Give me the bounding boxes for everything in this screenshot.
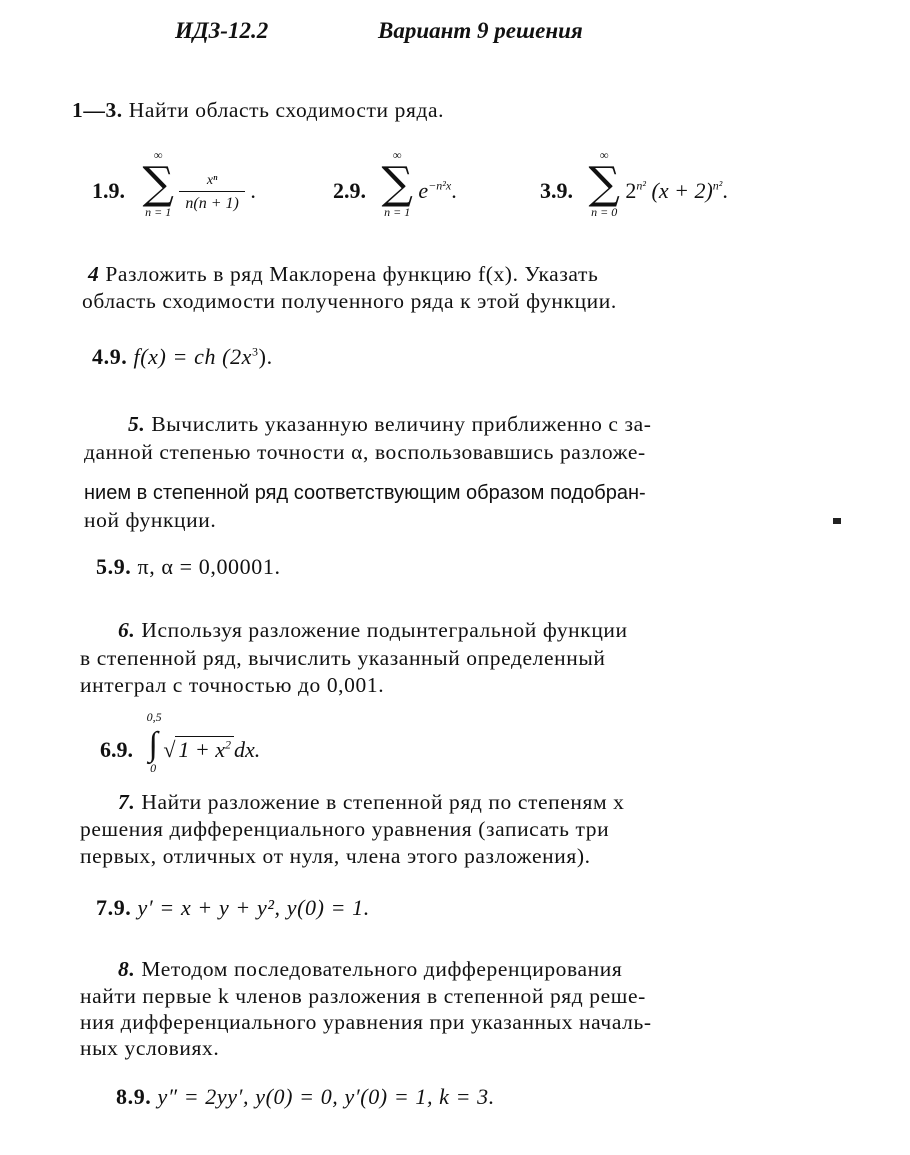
task1-3-heading bbox=[72, 98, 444, 123]
item-4-9-text: f(x) = ch (2x bbox=[133, 344, 253, 369]
task7-line3: первых, отличных от нуля, члена этого разложения). bbox=[80, 844, 591, 868]
exp-base: e bbox=[418, 178, 429, 203]
integral-icon: ∫ bbox=[148, 726, 158, 763]
task7-number: 7. bbox=[118, 790, 136, 814]
task5-line2: данной степенью точности α, воспользовавшись разложе- bbox=[84, 440, 646, 464]
task8-line1 bbox=[118, 957, 622, 982]
sqrt-body bbox=[175, 736, 234, 762]
task8-line4: ных условиях. bbox=[80, 1036, 220, 1060]
sum-1-9 bbox=[142, 148, 174, 219]
task8-number: 8. bbox=[118, 957, 136, 981]
task7-text: Найти разложение в степенной ряд по степеням x bbox=[141, 790, 625, 814]
sqrt-body-text: 1 + x bbox=[178, 737, 226, 762]
power-base: 2 bbox=[625, 178, 637, 203]
task5-line4: ной функции. bbox=[84, 508, 217, 532]
sum-upper-limit: ∞ bbox=[153, 148, 163, 162]
item-7-9 bbox=[96, 895, 370, 921]
formula-3-9 bbox=[540, 148, 728, 219]
sum-upper-limit: ∞ bbox=[392, 148, 402, 162]
power-exponent-2: n² bbox=[712, 178, 723, 193]
formula-1-9 bbox=[92, 148, 256, 219]
item-4-9-label: 4.9. bbox=[92, 344, 128, 369]
sigma-icon: ∑ bbox=[381, 158, 413, 209]
task4-number: 4 bbox=[88, 262, 100, 286]
formula-tail: . bbox=[451, 178, 457, 203]
sqrt-body-exp: 2 bbox=[225, 737, 232, 752]
item-8-9-text: y″ = 2yy′, y(0) = 0, y′(0) = 1, k = 3. bbox=[157, 1084, 495, 1109]
item-4-9-exp: 3 bbox=[252, 344, 259, 359]
power-exponent: n² bbox=[636, 178, 647, 193]
variant-title: Вариант 9 решения bbox=[378, 18, 583, 43]
item-6-9-label: 6.9. bbox=[100, 737, 133, 762]
fraction-1-9 bbox=[179, 173, 244, 213]
task1-3-number: 1—3. bbox=[72, 98, 123, 122]
item-4-9-tail: ). bbox=[258, 344, 273, 369]
fraction-denominator: n(n + 1) bbox=[179, 191, 244, 213]
item-1-9-label: 1.9. bbox=[92, 178, 125, 203]
task8-text: Методом последовательного дифференцирования bbox=[141, 957, 623, 981]
item-5-9-text: π, α = 0,00001. bbox=[137, 554, 281, 579]
formula-tail: . bbox=[722, 178, 728, 203]
integral-6-9 bbox=[146, 710, 162, 775]
item-5-9 bbox=[96, 554, 281, 580]
item-8-9-label: 8.9. bbox=[116, 1084, 152, 1109]
task4-line2: область сходимости полученного ряда к этой функции. bbox=[82, 289, 617, 313]
sum-lower-limit: n = 1 bbox=[384, 205, 411, 219]
integral-upper-limit: 0,5 bbox=[146, 710, 162, 724]
task5-text: Вычислить указанную величину приближенно с за- bbox=[151, 412, 652, 436]
task6-line3: интеграл с точностью до 0,001. bbox=[80, 673, 385, 697]
task8-line3: ния дифференциального уравнения при указанных началь- bbox=[80, 1010, 652, 1034]
task6-text: Используя разложение подынтегральной функции bbox=[141, 618, 628, 642]
item-3-9-label: 3.9. bbox=[540, 178, 573, 203]
item-7-9-text: y′ = x + y + y², y(0) = 1. bbox=[137, 895, 370, 920]
fraction-numerator: xⁿ bbox=[206, 172, 218, 188]
task6-number: 6. bbox=[118, 618, 136, 642]
task5-line1 bbox=[128, 412, 652, 437]
sigma-icon: ∑ bbox=[142, 158, 174, 209]
item-5-9-label: 5.9. bbox=[96, 554, 132, 579]
task8-line2: найти первые k членов разложения в степенной ряд реше- bbox=[80, 984, 646, 1008]
task5-line3-hyphen: - bbox=[639, 482, 646, 504]
sigma-icon: ∑ bbox=[588, 158, 620, 209]
integrand bbox=[163, 737, 260, 762]
item-2-9-label: 2.9. bbox=[333, 178, 366, 203]
task5-line3-text: нием в степенной ряд соответствующим образом подобран bbox=[84, 482, 640, 504]
sum-upper-limit: ∞ bbox=[599, 148, 609, 162]
power-base-2: (x + 2) bbox=[646, 178, 713, 203]
item-6-9 bbox=[100, 710, 261, 775]
task4-line1 bbox=[88, 262, 598, 287]
formula-2-9 bbox=[333, 148, 457, 219]
item-7-9-label: 7.9. bbox=[96, 895, 132, 920]
item-4-9 bbox=[92, 344, 273, 370]
sum-lower-limit: n = 1 bbox=[145, 205, 172, 219]
integral-tail: dx. bbox=[234, 737, 261, 762]
sum-lower-limit: n = 0 bbox=[591, 205, 618, 219]
item-8-9 bbox=[116, 1084, 495, 1110]
task6-line1 bbox=[118, 618, 628, 643]
integral-lower-limit: 0 bbox=[150, 761, 157, 775]
exp-power: −n²x bbox=[428, 178, 452, 193]
formula-tail: . bbox=[250, 178, 256, 203]
sum-3-9 bbox=[588, 148, 620, 219]
task7-line2: решения дифференциального уравнения (записать три bbox=[80, 817, 610, 841]
task5-number: 5. bbox=[128, 412, 146, 436]
task5-line3 bbox=[84, 482, 646, 505]
task6-line2: в степенной ряд, вычислить указанный определенный bbox=[80, 646, 606, 670]
sqrt-icon: √ bbox=[163, 737, 176, 762]
task4-text: Разложить в ряд Маклорена функцию f(x). Указать bbox=[105, 262, 599, 286]
scan-mark bbox=[833, 518, 841, 524]
task7-line1 bbox=[118, 790, 624, 815]
document-code: ИДЗ-12.2 bbox=[175, 18, 269, 43]
sum-2-9 bbox=[381, 148, 413, 219]
task1-3-text: Найти область сходимости ряда. bbox=[128, 98, 445, 122]
